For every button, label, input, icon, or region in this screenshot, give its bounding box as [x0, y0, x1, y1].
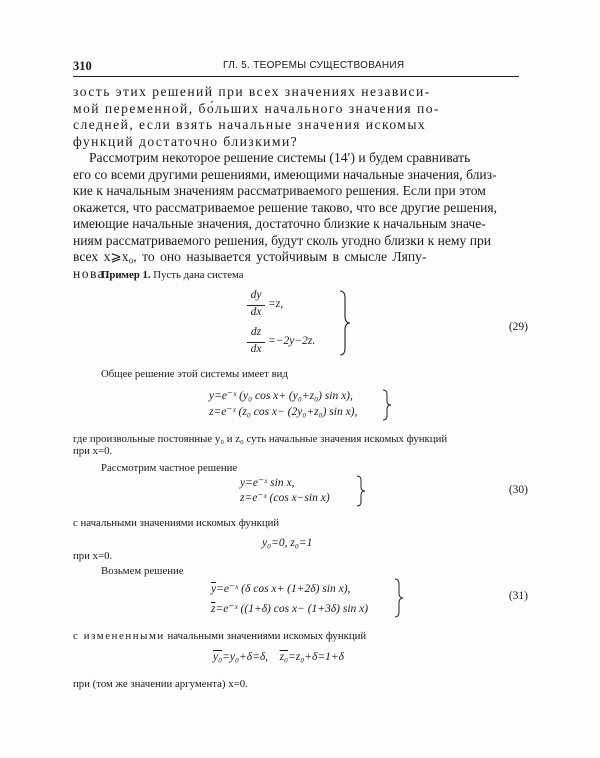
particular-y: y=e⁻ˣ sin x,	[240, 477, 295, 489]
intro-line: зость этих решений при всех значениях независи-	[73, 84, 431, 99]
perturbed-z	[211, 601, 368, 615]
page-header	[73, 58, 519, 77]
equation-number: (30)	[508, 484, 528, 496]
initial-text: с начальными значениями искомых функций	[73, 517, 280, 529]
fraction-numerator: dy	[250, 289, 262, 301]
fraction-denominator: dx	[250, 306, 262, 318]
intro-line: мой переменной, бо́льших начального значения по-	[73, 100, 440, 116]
intro-line: функций достаточно близкими?	[73, 133, 299, 149]
para-line: кие к начальным значениям рассматриваемого решения. Если при этом	[73, 183, 486, 198]
intro-paragraph	[73, 84, 519, 150]
right-brace	[355, 475, 367, 507]
perturbed-y-rhs: =e⁻ˣ (δ cos x+ (1+2δ) sin x),	[216, 583, 351, 595]
equation-rhs: =−2y−2z.	[268, 335, 316, 347]
changed-values	[213, 651, 344, 663]
y0-bar-rhs: =y₀+δ=δ,	[222, 651, 269, 663]
y0-bar: y₀	[213, 651, 223, 663]
example-title: Пример 1.	[101, 269, 151, 281]
equation-rhs: =z,	[268, 298, 284, 310]
para-line: всех x⩾x₀, то оно называется устойчивым в смысле Ляпу-	[73, 249, 427, 264]
page-number: 310	[73, 59, 92, 73]
constants-text-cont: при x=0.	[73, 445, 113, 457]
para-line: нова.	[73, 265, 110, 281]
para-line: окажется, что рассматриваемое решение таково, что все другие решения,	[73, 199, 498, 215]
running-title: ГЛ. 5. ТЕОРЕМЫ СУЩЕСТВОВАНИЯ	[223, 60, 405, 71]
constants-text: где произвольные постоянные y₀ и z₀ суть начальные значения искомых функций	[73, 433, 448, 445]
y-bar: $\overline{y}$	[211, 583, 217, 595]
right-brace	[338, 290, 352, 356]
changed-values-text	[73, 629, 366, 643]
para-line: Рассмотрим некоторое решение системы (14′) и будем сравнивать	[89, 150, 471, 165]
right-brace	[393, 578, 405, 618]
fraction-denominator: dx	[250, 343, 262, 355]
initial-values: y₀=0, z₀=1	[262, 537, 313, 549]
at-x0-text: при x=0.	[73, 550, 113, 562]
z0-bar: z₀	[279, 651, 289, 663]
general-solution-y: y=e⁻ˣ (y₀ cos x+ (y₀+z₀) sin x),	[209, 390, 353, 402]
general-solution-text: Общее решение этой системы имеет вид	[101, 368, 288, 380]
para-line: его со всеми другими решениями, имеющими начальные значения, близ-	[73, 166, 497, 182]
lyapunov-paragraph	[73, 150, 519, 282]
example-heading	[101, 268, 244, 282]
equation-number: (31)	[508, 590, 528, 602]
intro-line: следней, если взять начальные значения искомых	[73, 117, 427, 132]
general-solution-z: z=e⁻ˣ (z₀ cos x− (2y₀+z₀) sin x),	[209, 406, 358, 418]
take-text: Возьмем решение	[101, 565, 184, 577]
perturbed-z-rhs: =e⁻ˣ ((1+δ) cos x− (1+3δ) sin x)	[215, 603, 369, 615]
changed-text-spaced: с измененными	[73, 630, 165, 642]
fraction-numerator: dz	[250, 326, 262, 338]
final-text: при (том же значении аргумента) x=0.	[73, 678, 248, 690]
example-text: Пусть дана система	[153, 269, 244, 281]
particular-z: z=e⁻ˣ (cos x−sin x)	[240, 492, 330, 504]
equation-number: (29)	[508, 321, 528, 333]
z-bar: $\overline{z}$	[211, 603, 216, 615]
perturbed-y	[211, 581, 350, 595]
right-brace	[381, 389, 393, 421]
para-line: ниям рассматриваемого решения, будут сколь угодно близки к нему при	[73, 232, 492, 248]
z0-bar-rhs: =z₀+δ=1+δ	[288, 651, 345, 663]
particular-text: Рассмотрим частное решение	[101, 462, 238, 474]
changed-text-rest: начальными значениями искомых функций	[167, 630, 367, 642]
para-line: имеющие начальные значения, достаточно близкие к начальным значе-	[73, 216, 486, 231]
